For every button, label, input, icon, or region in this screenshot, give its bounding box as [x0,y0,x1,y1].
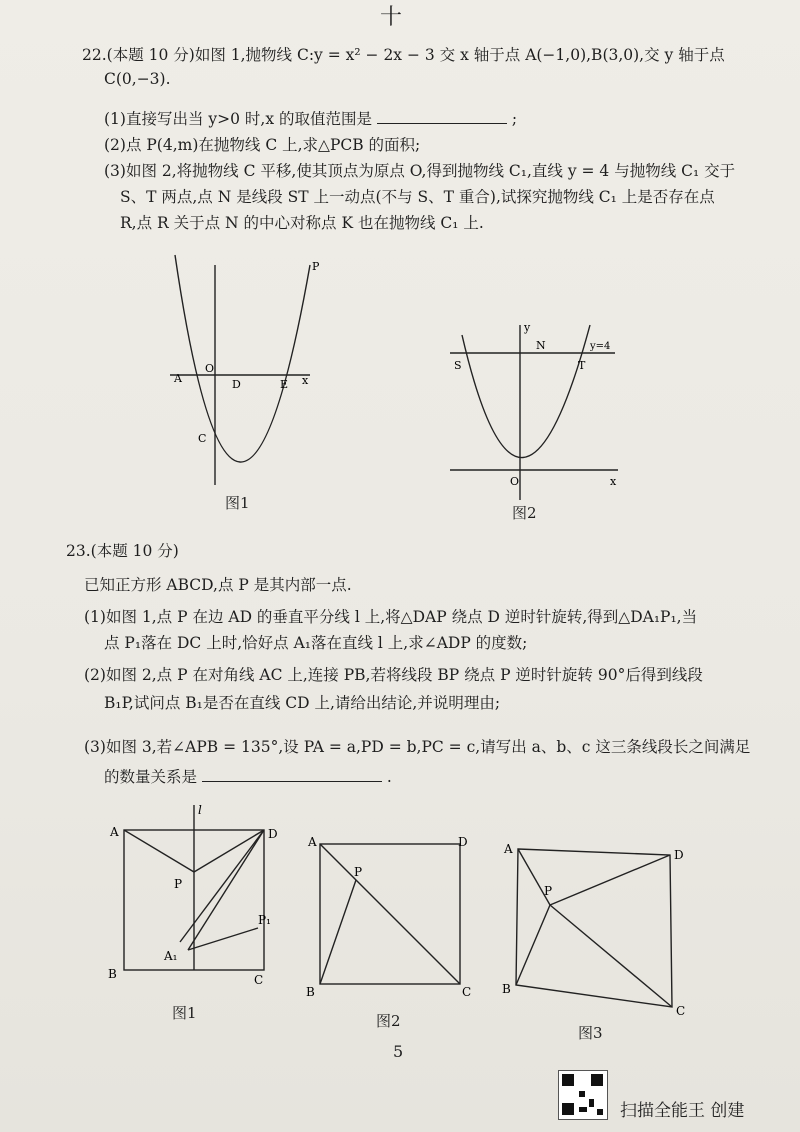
square-abcd [516,849,672,1007]
q23-title: 23.(本题 10 分) [66,542,179,560]
q23-part3-line2 [104,766,392,788]
label-p: P [544,884,553,898]
label-s: S [454,359,462,372]
q23-part3-line1: (3)如图 3,若∠APB = 135°,设 PA = a,PD = b,PC = c,请写出 a、b、c 这三条线段长之间满足 [84,738,751,756]
label-b: B [502,982,511,996]
q23-part2-line2: B₁P,试问点 B₁是否在直线 CD 上,请给出结论,并说明理由; [104,694,501,712]
q22-part1-end: ; [511,110,518,128]
q22-stem-line1: 22.(本题 10 分)如图 1,抛物线 C:y = x² − 2x − 3 交 x 轴于点 A(−1,0),B(3,0),交 y 轴于点 [82,46,725,64]
label-b: B [306,985,315,999]
label-n: N [536,339,546,352]
segment-da1 [188,830,264,950]
segment-bp [320,880,356,984]
scanner-watermark: 扫描全能王 创建 [620,1101,745,1121]
q23-part3-text: 的数量关系是 [104,768,198,786]
label-c: C [676,1004,686,1018]
q23-fig3-caption: 图3 [578,1024,603,1042]
label-p: P [312,260,320,273]
q23-fig2-caption: 图2 [376,1012,401,1030]
label-y-eq-4: y=4 [590,341,611,352]
segment-d-a1-p [180,830,264,942]
label-y: y [524,321,531,334]
q22-part3-line3: R,点 R 关于点 N 的中心对称点 K 也在抛物线 C₁ 上. [120,214,484,232]
label-x: x [610,475,617,488]
q23-part2-line1: (2)如图 2,点 P 在对角线 AC 上,连接 PB,若将线段 BP 绕点 P 逆时针旋转 90°后得到线段 [84,666,703,684]
label-a: A [308,835,317,849]
label-a: A [110,825,119,839]
segment-ap [124,830,194,872]
q22-figure-1 [160,250,330,490]
label-c: C [254,973,264,987]
diagonal-ac [320,844,460,984]
q22-fig1-caption: 图1 [225,494,250,512]
segment-pb [516,905,550,985]
q22-part1-text: (1)直接写出当 y>0 时,x 的取值范围是 [104,110,373,128]
q22-part3-line1: (3)如图 2,将抛物线 C 平移,使其顶点为原点 O,得到抛物线 C₁,直线 y = 4 与抛物线 C₁ 交于 [104,162,736,180]
q23-part1-line1: (1)如图 1,点 P 在边 AD 的垂直平分线 l 上,将△DAP 绕点 D 逆时针旋转,得到△DA₁P₁,当 [84,608,698,626]
q22-part2: (2)点 P(4,m)在抛物线 C 上,求△PCB 的面积; [104,136,421,154]
answer-blank[interactable] [202,767,382,782]
q23-figure-2 [306,830,476,1000]
segment-a1p1 [188,928,258,950]
label-a1: A₁ [164,949,178,963]
label-x: x [302,374,309,387]
label-d: D [232,378,241,391]
q23-fig1-caption: 图1 [172,1004,197,1022]
label-l: l [198,803,202,817]
q22-fig2-caption: 图2 [512,504,537,522]
label-p: P [174,877,183,891]
q22-stem-line2: C(0,−3). [104,70,171,88]
parabola-c [175,255,310,462]
label-a: A [174,372,182,385]
q23-part1-line2: 点 P₁落在 DC 上时,恰好点 A₁落在直线 l 上,求∠ADP 的度数; [104,634,528,652]
q22-part3-line2: S、T 两点,点 N 是线段 ST 上一动点(不与 S、T 重合),试探究抛物线 C₁ 上是否存在点 [120,188,715,206]
label-t: T [578,359,586,372]
label-o: O [205,362,215,375]
label-d: D [674,848,684,862]
label-o: O [510,475,520,488]
label-c: C [198,432,207,445]
q23-intro: 已知正方形 ABCD,点 P 是其内部一点. [84,576,352,594]
q23-figure-1 [108,800,293,1000]
segment-pd [550,855,670,905]
q22-part1 [104,108,517,130]
q22-figure-2 [440,315,620,505]
label-d: D [268,827,278,841]
label-d: D [458,835,468,849]
q23-figure-3 [500,835,700,1020]
label-b: B [108,967,117,981]
page-number: 5 [393,1042,404,1061]
answer-blank[interactable] [377,109,507,124]
label-p1: P₁ [258,913,271,927]
top-mark: 十 [380,5,405,30]
qr-code-icon [558,1070,608,1120]
segment-dp [194,830,264,872]
parabola-c1 [462,325,590,458]
label-a: A [504,842,513,856]
label-c: C [462,985,472,999]
label-e: E [280,378,289,391]
q23-part3-end: . [386,768,392,786]
label-p: P [354,865,363,879]
